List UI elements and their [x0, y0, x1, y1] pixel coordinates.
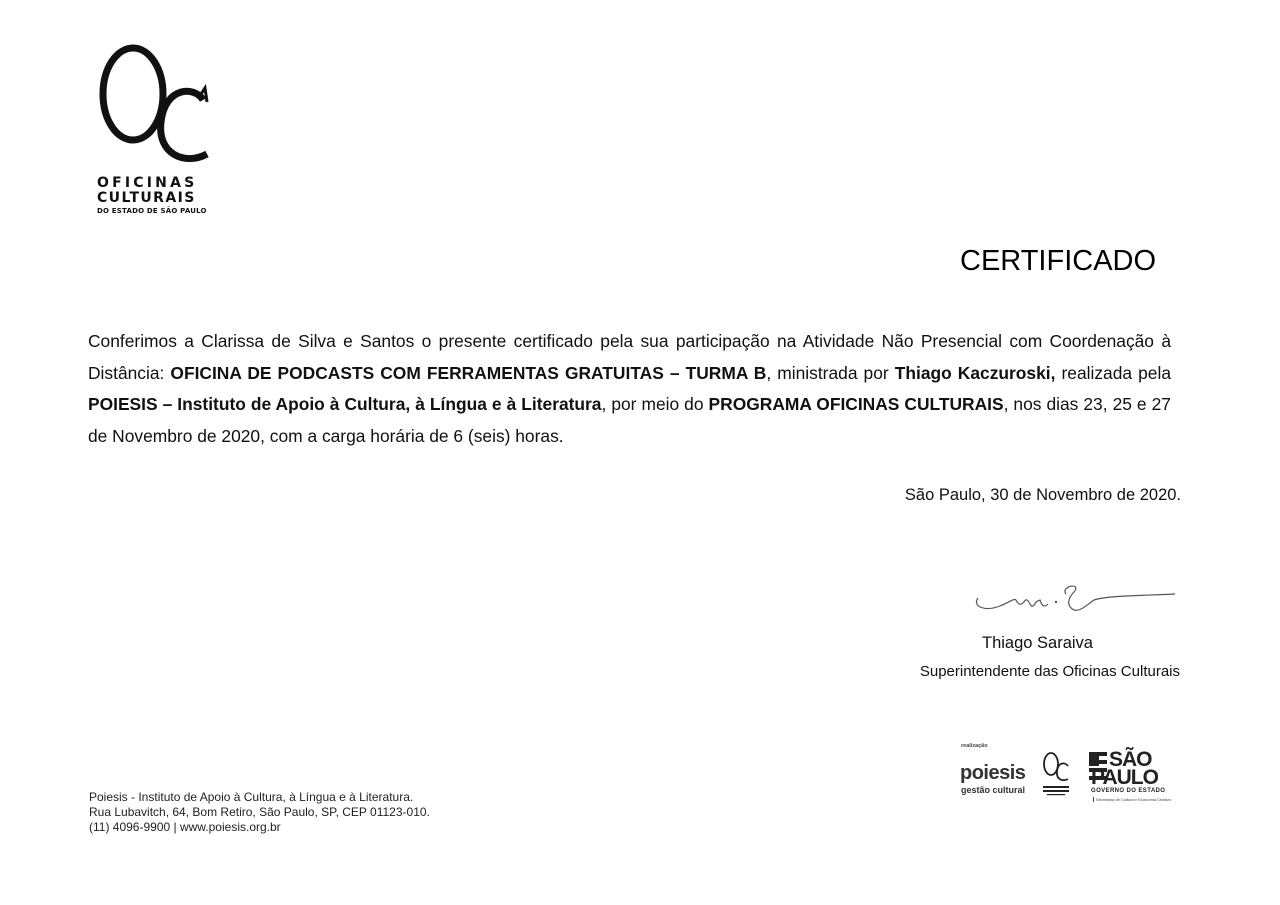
body-text-3: realizada pela — [1055, 362, 1172, 383]
signer-name: Thiago Saraiva — [982, 634, 1093, 652]
footer-line-2: Rua Lubavitch, 64, Bom Retiro, São Paulo, SP, CEP 01123-010. — [89, 805, 430, 819]
sp-logo-line-3: GOVERNO DO ESTADO — [1091, 788, 1166, 794]
certificate-title: CERTIFICADO — [960, 245, 1157, 277]
institution-name: POIESIS – Instituto de Apoio à Cultura, à Língua e à Literatura — [88, 394, 602, 414]
sp-logo-line-4: Secretaria de Cultura e Economia Criativa — [1093, 797, 1171, 802]
body-text-4: , por meio do — [601, 394, 709, 414]
logo-line-2: CULTURAIS — [97, 190, 196, 206]
body-text-1: Conferimos a Clarissa de Silva e Santos o presente certificado pela sua participação na Atividade Não Presencial com Coordenação à Distância: — [88, 331, 1171, 383]
program-name: PROGRAMA OFICINAS CULTURAIS — [708, 394, 1004, 414]
course-name: OFICINA DE PODCASTS COM FERRAMENTAS GRATUITAS – TURMA B — [170, 362, 767, 383]
footer-line-3: (11) 4096-9900 | www.poiesis.org.br — [89, 820, 281, 834]
sp-logo-line-1: SÃO — [1109, 748, 1152, 771]
body-text-2: , ministrada por — [766, 362, 895, 383]
footer-line-1: Poiesis - Instituto de Apoio à Cultura, à Língua e à Literatura. — [89, 790, 414, 804]
oc-small-logo — [1041, 750, 1071, 798]
sao-paulo-government-logo — [1091, 750, 1171, 810]
signer-role: Superintendente das Oficinas Culturais — [919, 663, 1180, 680]
sponsor-label: realização — [961, 743, 988, 749]
sp-logo-line-2: PAULO — [1091, 766, 1158, 789]
sponsor-logos — [955, 740, 1175, 812]
poiesis-logo: poiesis — [960, 762, 1026, 784]
footer-address — [89, 790, 430, 835]
instructor-name: Thiago Kaczuroski, — [894, 362, 1056, 383]
body-text-5: , nos dias 23, 25 e 27 de Novembro de 2020, com a carga horária de 6 (seis) horas. — [88, 394, 1171, 446]
certificate-body — [88, 326, 1171, 452]
logo-line-3: DO ESTADO DE SÃO PAULO — [97, 207, 207, 215]
logo-line-1: OFICINAS — [97, 175, 198, 191]
oficinas-culturais-logo — [95, 42, 215, 217]
place-date: São Paulo, 30 de Novembro de 2020. — [904, 486, 1181, 504]
poiesis-logo-subtitle: gestão cultural — [961, 785, 1026, 795]
oc-monogram-logo — [95, 42, 215, 172]
handwritten-signature — [970, 576, 1180, 620]
